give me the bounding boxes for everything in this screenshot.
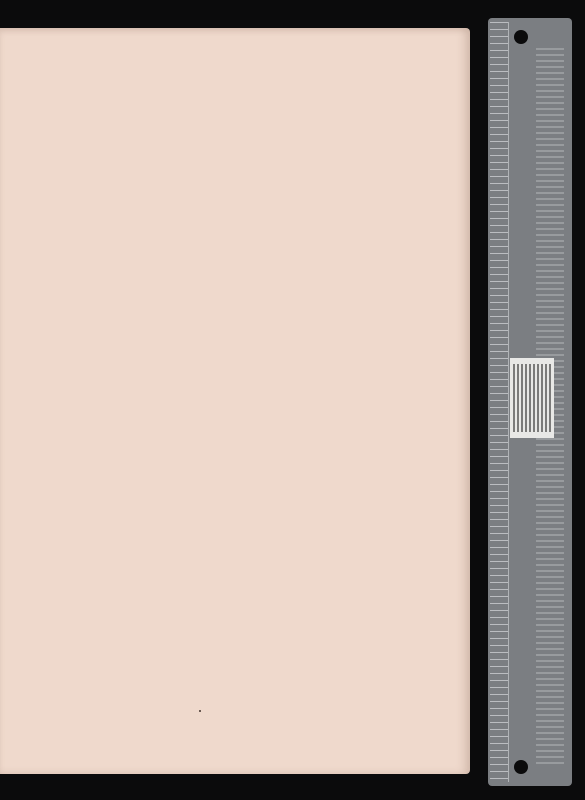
color-checker-strip	[488, 18, 572, 786]
strip-hole-top	[514, 30, 528, 44]
book-page	[0, 28, 470, 774]
target-label-card	[510, 358, 554, 438]
ink-speck	[199, 710, 201, 712]
barcode-icon	[513, 364, 551, 432]
ruler-scale	[490, 22, 509, 782]
strip-hole-bottom	[514, 760, 528, 774]
